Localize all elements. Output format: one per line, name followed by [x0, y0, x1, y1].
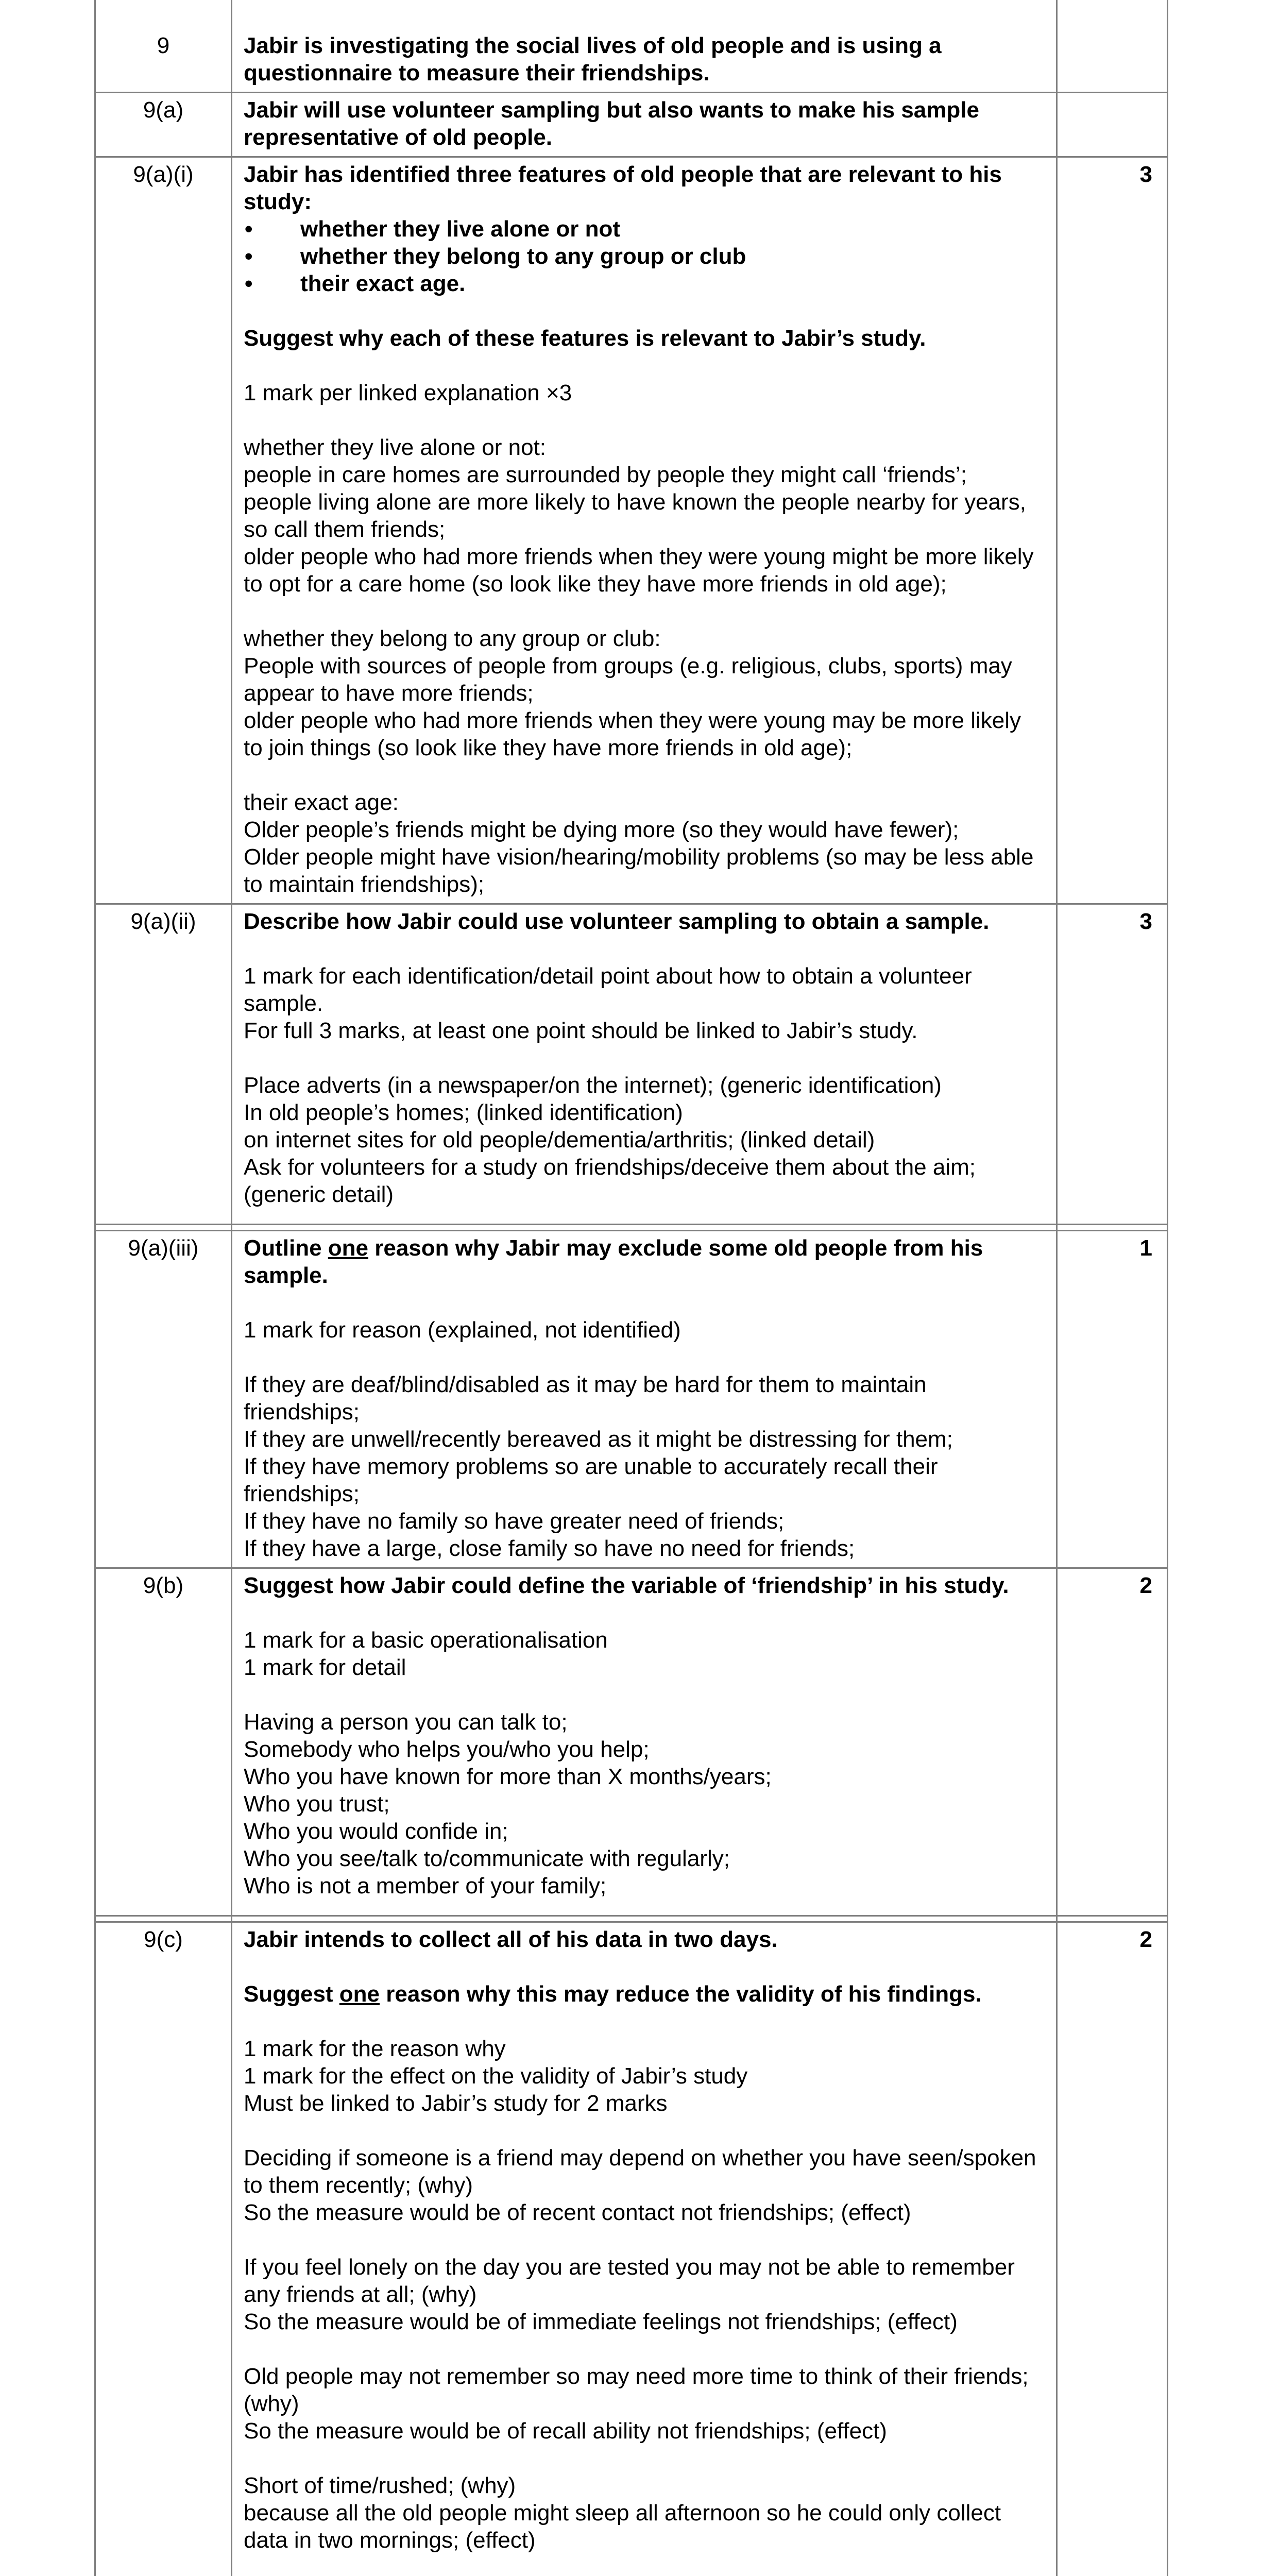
mark-scheme-sheet — [94, 0, 1167, 2576]
question-number: 9(a)(ii) — [95, 904, 232, 1225]
question-number: 9(b) — [95, 1568, 232, 1916]
feature-item: • whether they belong to any group or club — [244, 243, 1045, 270]
row-9 — [95, 0, 1168, 93]
row-9aiii — [95, 1231, 1168, 1568]
question-text — [244, 1980, 1045, 2008]
feature-item: • their exact age. — [244, 270, 1045, 297]
mark-scheme-table — [94, 0, 1168, 2576]
question-text: Suggest how Jabir could define the variable of ‘friendship’ in his study. — [244, 1573, 1009, 1598]
answer-cell — [232, 93, 1057, 157]
guidance-block: 1 mark for the reason why 1 mark for the effect on the validity of Jabir’s study Must be linked to Jabir’s study for 2 marks — [244, 2036, 748, 2116]
marks: 2 — [1057, 1568, 1168, 1916]
question-text: Suggest why each of these features is relevant to Jabir’s study. — [244, 326, 926, 351]
answer-block: Deciding if someone is a friend may depend on whether you have seen/spoken to them recently; (why) So the measure would be of recent contact not friendships; (effect) — [244, 2145, 1036, 2225]
feature-list — [244, 215, 1045, 297]
answer-cell — [232, 0, 1057, 93]
answer-block: If they are deaf/blind/disabled as it may be hard for them to maintain friendships; If they are unwell/recently bereaved as it might be distressing for them; If they have memory problems so are unable to accurately recall their friendships; If they have no family so have greater need of friends; If they have a large, close family so have no need for friends; — [244, 1372, 953, 1561]
question-number: 9(a)(iii) — [95, 1231, 232, 1568]
question-number: 9(a) — [95, 93, 232, 157]
question-text: Jabir is investigating the social lives of old people and is using a questionnaire to measure their friendships. — [244, 33, 948, 86]
marks: 3 — [1057, 904, 1168, 1225]
question-text — [244, 1234, 1045, 1289]
question-number: 9(c) — [95, 1922, 232, 2576]
question-intro: Jabir intends to collect all of his data in two days. — [244, 1927, 778, 1952]
question-intro: Jabir has identified three features of old people that are relevant to his study: — [244, 162, 1009, 214]
row-9ai — [95, 157, 1168, 904]
question-text-pre: Outline — [244, 1235, 328, 1261]
answer-block: Old people may not remember so may need more time to think of their friends; (why) So the measure would be of recall ability not friendships; (effect) — [244, 2364, 1029, 2444]
guidance-block: 1 mark for a basic operationalisation 1 mark for detail — [244, 1628, 608, 1680]
answer-cell — [232, 904, 1057, 1225]
question-text-pre: Suggest — [244, 1981, 339, 2007]
row-divider — [95, 1916, 1168, 1922]
row-9aii — [95, 904, 1168, 1225]
answer-block: Having a person you can talk to; Somebody who helps you/who you help; Who you have known for more than X months/years; Who you trust; Who you would confide in; Who you see/talk to/communicate with regularly; Who is not a member of your family; — [244, 1709, 772, 1899]
feature-item: • whether they live alone or not — [244, 215, 1045, 243]
question-text: Describe how Jabir could use volunteer sampling to obtain a sample. — [244, 909, 990, 934]
question-text-emphasis: one — [328, 1235, 369, 1261]
guidance-block: 1 mark for each identification/detail point about how to obtain a volunteer sample. For full 3 marks, at least one point should be linked to Jabir’s study. — [244, 963, 972, 1043]
answer-block: whether they live alone or not: people in care homes are surrounded by people they might call ‘friends’; people living alone are more likely to have known the people nearby for years, so call them friends; older people who had more friends when they were young might be more likely to opt for a care home (so look like they have more friends in old age); — [244, 435, 1034, 597]
guidance-block: 1 mark for reason (explained, not identified) — [244, 1317, 681, 1343]
question-number: 9(a)(i) — [95, 157, 232, 904]
answer-block: their exact age: Older people’s friends might be dying more (so they would have fewer); Older people might have vision/hearing/mobility problems (so may be less able to maintain friendships); — [244, 790, 1034, 897]
question-text-post: reason why this may reduce the validity of his findings. — [380, 1981, 982, 2007]
row-9c — [95, 1922, 1168, 2576]
marks: 3 — [1057, 157, 1168, 904]
question-text-post: reason why Jabir may exclude some old people from his sample. — [244, 1235, 990, 1288]
answer-cell — [232, 1568, 1057, 1916]
marks: 2 — [1057, 1922, 1168, 2576]
marks: 1 — [1057, 1231, 1168, 1568]
answer-cell — [232, 157, 1057, 904]
row-9b — [95, 1568, 1168, 1916]
row-divider — [95, 1225, 1168, 1231]
answer-block: Place adverts (in a newspaper/on the internet); (generic identification) In old people’s homes; (linked identification) on internet sites for old people/dementia/arthritis; (linked detail) Ask for volunteers for a study on friendships/deceive them about the aim; (generic detail) — [244, 1073, 976, 1207]
marks — [1057, 93, 1168, 157]
answer-block: If you feel lonely on the day you are tested you may not be able to remember any friends at all; (why) So the measure would be of immediate feelings not friendships; (effect) — [244, 2255, 1015, 2334]
question-text: Jabir will use volunteer sampling but also wants to make his sample representative of old people. — [244, 97, 986, 150]
answer-cell — [232, 1922, 1057, 2576]
answer-block: whether they belong to any group or club: People with sources of people from groups (e.g. religious, clubs, sports) may appear to have more friends; older people who had more friends when they were young may be more likely to join things (so look like they have more friends in old age); — [244, 626, 1021, 760]
answer-cell — [232, 1231, 1057, 1568]
row-9a — [95, 93, 1168, 157]
answer-block: Short of time/rushed; (why) because all the old people might sleep all afternoon so he could only collect data in two mornings; (effect) — [244, 2473, 1001, 2553]
guidance-block: 1 mark per linked explanation ×3 — [244, 380, 572, 405]
question-number: 9 — [95, 0, 232, 93]
marks — [1057, 0, 1168, 93]
question-text-emphasis: one — [339, 1981, 380, 2007]
